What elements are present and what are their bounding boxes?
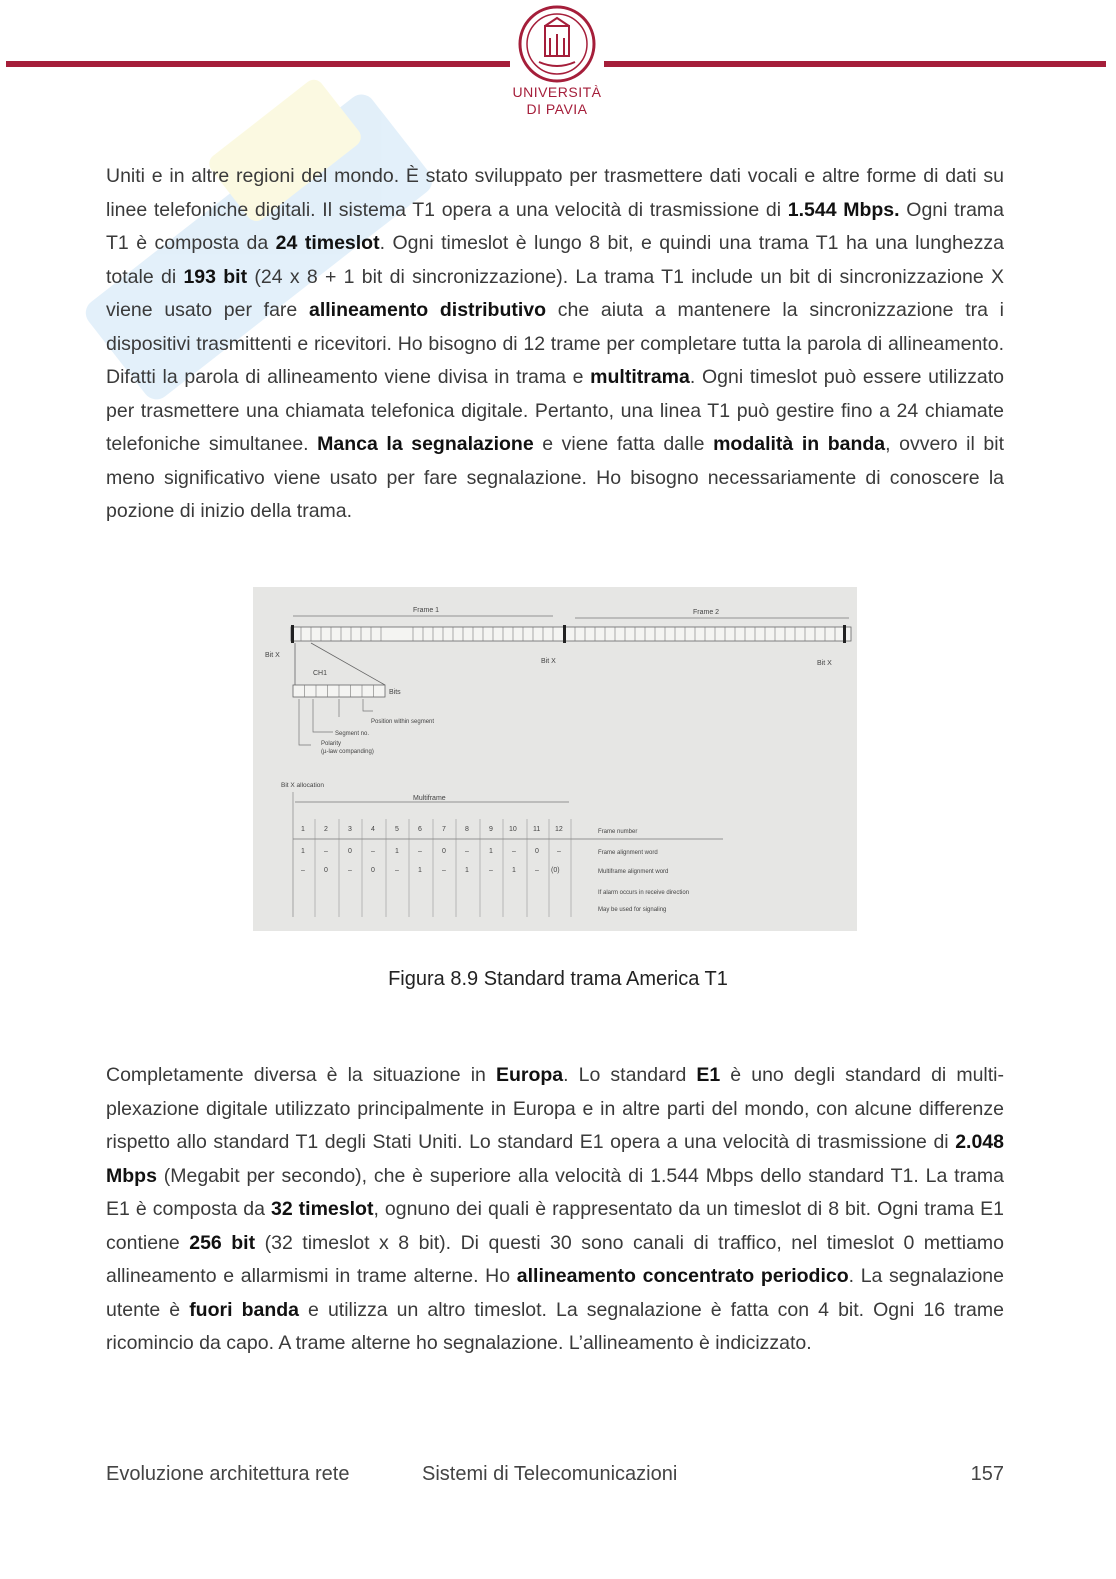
mfa-cell: – xyxy=(535,867,539,874)
frame-number-cell: 7 xyxy=(442,826,446,833)
header-rule-right xyxy=(604,61,1106,67)
text-span: che aiuta a mantenere la sincronizzazione tra i dispositivi trasmittenti e ricevitori. Ho bisogno di 12 trame per completare tutta la parola di allineamento. Difatti la parola di allineamento viene divisa in trama e xyxy=(106,299,1004,388)
bold-span: 256 bit xyxy=(189,1231,256,1254)
text-span: Ogni trama T1 è composta da xyxy=(106,198,1004,254)
t1-frame-diagram xyxy=(253,587,857,931)
frame-number-cell: 12 xyxy=(555,826,563,833)
fa-cell: – xyxy=(465,848,469,855)
fa-cell: – xyxy=(418,848,422,855)
mfa-cell: 0 xyxy=(371,867,375,874)
segment-label: Segment no. xyxy=(335,731,370,737)
footer-chapter: Evoluzione architettura rete xyxy=(106,1463,350,1485)
fa-cell: – xyxy=(324,848,328,855)
bold-span: 24 timeslot xyxy=(275,232,380,254)
bitx-label-1: Bit X xyxy=(265,652,280,659)
fa-cell: – xyxy=(557,848,561,855)
legend-signaling: May be used for signaling xyxy=(598,907,667,913)
bold-span: fuori banda xyxy=(189,1298,299,1321)
frame-number-cell: 11 xyxy=(533,826,541,833)
text-span: (32 timeslot x 8 bit). Di questi 30 sono canali di traffico, nel timeslot 0 mettiamo allineamento e allarmismi in trame alterne. Ho xyxy=(106,1231,1004,1287)
mfa-cell: 0 xyxy=(324,867,328,874)
text-span: . Ogni timeslot può essere utilizzato per trasmettere una chiamata telefonica digitale. Pertanto, una linea T1 può gestire fino a 24 chiamate telefoniche simultanee. xyxy=(106,366,1004,455)
bold-span: modalità in banda xyxy=(713,433,886,455)
text-span: , ognuno dei quali è rappresentato da un timeslot di 8 bit. Ogni trama E1 contiene xyxy=(106,1198,1004,1254)
bold-span: E1 xyxy=(696,1064,721,1086)
bold-span: multitrama xyxy=(590,366,690,388)
companding-label: (µ-law companding) xyxy=(321,749,374,755)
frame-number-cell: 5 xyxy=(395,826,399,833)
fa-cell: – xyxy=(371,848,375,855)
legend-multiframe-alignment: Multiframe alignment word xyxy=(598,869,669,875)
text-span: . Ogni timeslot è lungo 8 bit, e quindi una trama T1 ha una lunghezza totale di xyxy=(106,232,1005,288)
frame-number-cell: 3 xyxy=(348,826,352,833)
legend-frame-alignment: Frame alignment word xyxy=(598,850,658,856)
fa-cell: 0 xyxy=(442,848,446,855)
multiframe-label: Multiframe xyxy=(413,795,446,802)
mfa-cell: – xyxy=(395,867,399,874)
text-span: (Megabit per secondo), che è superiore alla velocità di 1.544 Mbps dello standard T1. La trama E1 è composta da xyxy=(106,1164,1004,1220)
fa-cell: 1 xyxy=(395,848,399,855)
frame-number-cell: 9 xyxy=(489,826,493,833)
text-span: e utilizza un altro timeslot. La segnalazione è fatta con 4 bit. Ogni 16 trame ricomincio da capo. A trame alterne ho segnalazione. L’allineamento è indicizzato. xyxy=(106,1298,1004,1354)
text-span: . La segnalazione utente è xyxy=(106,1265,1004,1321)
bitx-label-3: Bit X xyxy=(817,660,832,667)
frame1-label: Frame 1 xyxy=(413,607,440,614)
bold-span: allineamento distributivo xyxy=(308,299,547,321)
page-number: 157 xyxy=(970,1463,1004,1485)
fa-cell: 1 xyxy=(489,848,493,855)
text-span: Uniti e in altre regioni del mondo. È stato sviluppato per trasmettere dati vocali e altre forme di dati su linee telefoniche digitali. Il sistema T1 opera a una velocità di trasmissione di xyxy=(106,165,1004,221)
polarity-label: Polarity xyxy=(321,741,342,747)
alloc-label: Bit X allocation xyxy=(281,782,324,789)
fa-cell: – xyxy=(512,848,516,855)
mfa-cell: – xyxy=(489,867,493,874)
footer-course: Sistemi di Telecomunicazioni xyxy=(422,1463,678,1485)
frame-number-cell: 6 xyxy=(418,826,422,833)
university-seal-icon xyxy=(517,4,597,84)
frame2-label: Frame 2 xyxy=(693,609,720,616)
frame-number-cell: 4 xyxy=(371,826,375,833)
bitx-label-2: Bit X xyxy=(541,658,556,665)
bold-span: 32 timeslot xyxy=(270,1198,374,1220)
university-name-line2: DI PAVIA xyxy=(526,101,588,117)
position-label: Position within segment xyxy=(371,719,435,725)
legend-alarm: If alarm occurs in receive direction xyxy=(598,890,690,896)
body-paragraph-t1 xyxy=(106,160,1004,529)
text-span: è uno degli standard di multiplexazione digitale utilizzato principalmente in Europa e in altre parti del mondo, con alcune differenze rispetto allo standard T1 degli Stati Uniti. Lo standard E1 opera a una velocità di trasmissione di xyxy=(106,1064,1004,1153)
frame-number-cell: 10 xyxy=(509,826,517,833)
ch1-label: CH1 xyxy=(313,670,328,677)
mfa-cell: – xyxy=(301,867,305,874)
bold-span: 1.544 Mbps. xyxy=(787,198,900,221)
text-span: , ovvero il bit meno significativo viene usato per fare segnalazione. Ho bisogno necessariamente di conoscere la pozione di inizio della trama. xyxy=(106,433,1004,522)
text-span: . Lo standard xyxy=(563,1064,697,1086)
legend-frame-number: Frame number xyxy=(598,829,638,835)
t1-frame-diagram-svg xyxy=(253,587,857,931)
mfa-cell: 1 xyxy=(418,867,422,874)
university-logo xyxy=(509,4,605,124)
text-span: (24 x 8 + 1 bit di sincronizzazione). La trama T1 include un bit di sincronizzazione X viene usato per fare xyxy=(106,265,1004,321)
bold-span: allineamento concentrato periodico xyxy=(516,1265,849,1287)
mfa-cell: (0) xyxy=(551,867,560,874)
frame-number-cell: 1 xyxy=(301,826,305,833)
bold-span: Europa xyxy=(495,1064,564,1086)
university-name-line1: UNIVERSITÀ xyxy=(512,84,602,100)
mfa-cell: – xyxy=(348,867,352,874)
bold-span: 2.048 Mbps xyxy=(106,1131,1004,1187)
fa-cell: 1 xyxy=(301,848,305,855)
mfa-cell: – xyxy=(442,867,446,874)
bits-label: Bits xyxy=(389,689,401,696)
body-paragraph-e1 xyxy=(106,1059,1004,1361)
frame-number-cell: 2 xyxy=(324,826,328,833)
fa-cell: 0 xyxy=(348,848,352,855)
text-span: Completamente diversa è la situazione in xyxy=(106,1064,496,1086)
fa-cell: 0 xyxy=(535,848,539,855)
mfa-cell: 1 xyxy=(512,867,516,874)
mfa-cell: 1 xyxy=(465,867,469,874)
header-rule-left xyxy=(6,61,510,67)
bold-span: Manca la segnalazione xyxy=(317,433,534,455)
frame-number-cell: 8 xyxy=(465,826,469,833)
bold-span: 193 bit xyxy=(183,265,248,288)
text-span: e viene fatta dalle xyxy=(533,433,714,455)
figure-caption: Figura 8.9 Standard trama America T1 xyxy=(388,968,728,990)
